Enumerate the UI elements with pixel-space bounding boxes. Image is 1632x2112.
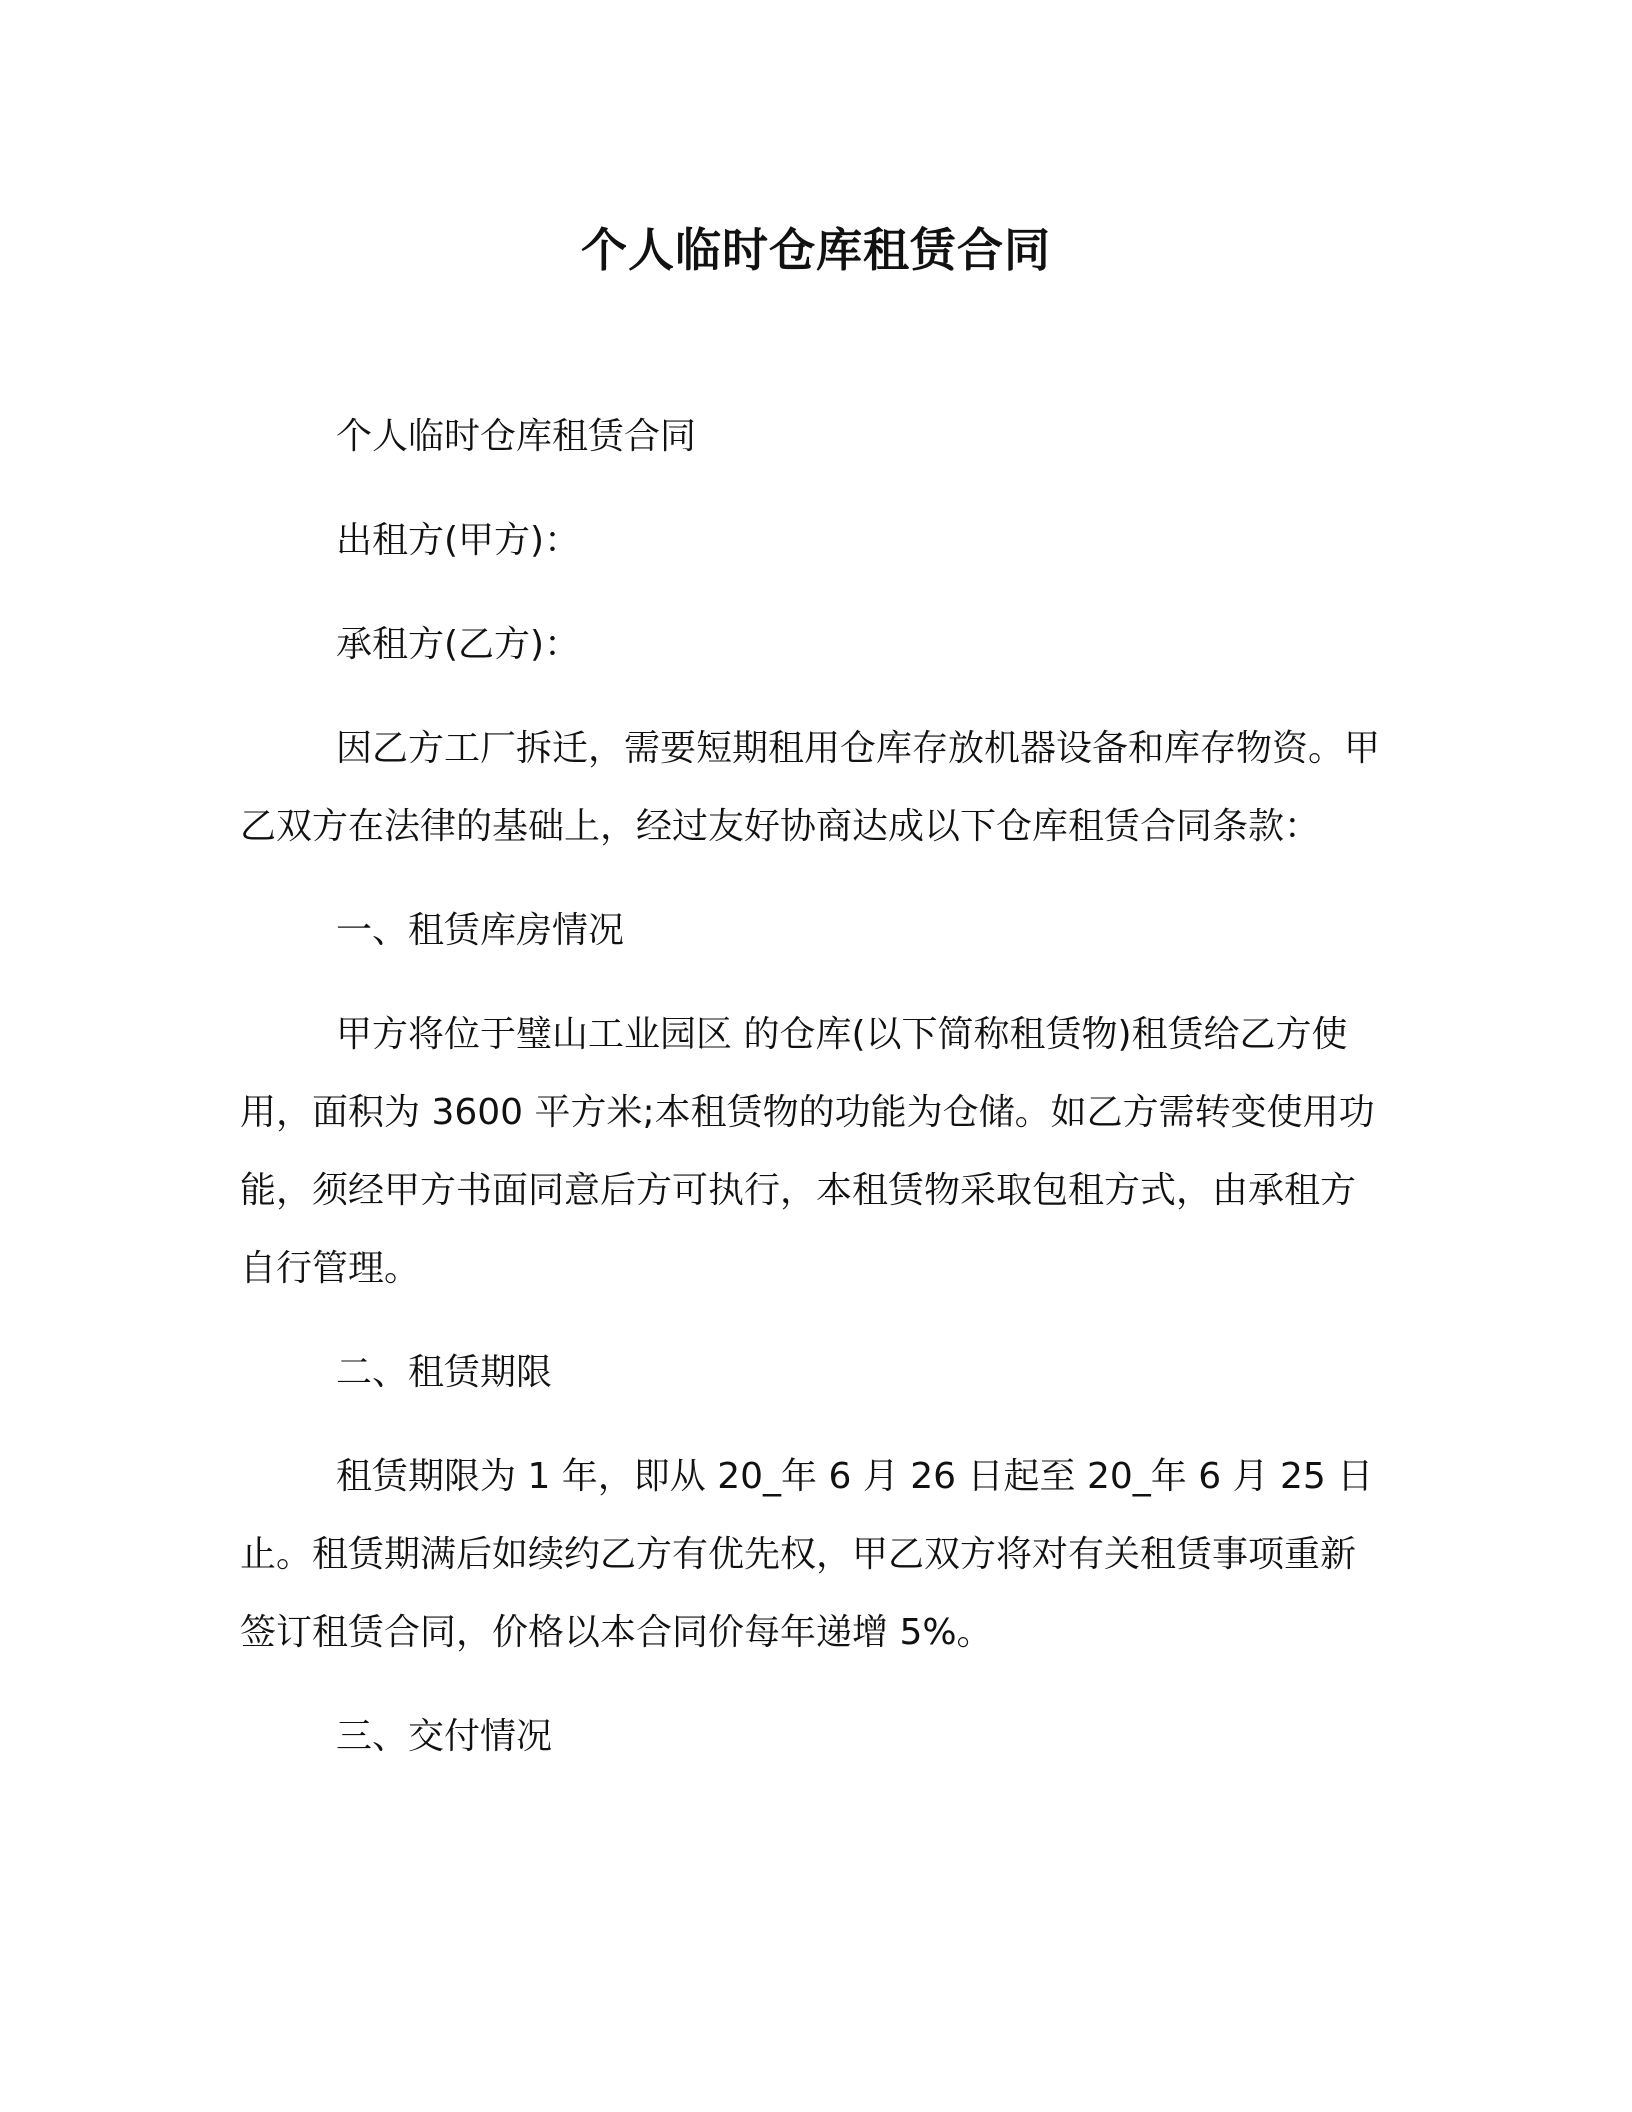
section-1-paragraph: 甲方将位于璧山工业园区 的仓库(以下简称租赁物)租赁给乙方使用，面积为 3600 平方米;本租赁物的功能为仓储。如乙方需转变使用功能，须经甲方书面同意后方可执行，本租赁物采取包租方式，由承租方自行管理。 [240, 1014, 1375, 1289]
section-heading-3: 三、交付情况 [336, 1716, 553, 1757]
section-2-paragraph: 租赁期限为 1 年，即从 20_年 6 月 26 日起至 20_年 6 月 25 日止。租赁期满后如续约乙方有优先权，甲乙双方将对有关租赁事项重新签订租赁合同，价格以本合同价每年递增 5%。 [240, 1456, 1374, 1653]
preamble-paragraph: 因乙方工厂拆迁，需要短期租用仓库存放机器设备和库存物资。甲乙双方在法律的基础上，经过友好协商达成以下仓库租赁合同条款： [240, 728, 1381, 847]
lessor-line: 出租方(甲方)： [336, 520, 581, 561]
subtitle-paragraph: 个人临时仓库租赁合同 [336, 416, 697, 457]
section-heading-1: 一、租赁库房情况 [336, 910, 625, 951]
document-body [240, 398, 1380, 1776]
lessee-line: 承租方(乙方)： [336, 624, 581, 665]
section-heading-2: 二、租赁期限 [336, 1352, 553, 1393]
document-title: 个人临时仓库租赁合同 [581, 223, 1051, 277]
